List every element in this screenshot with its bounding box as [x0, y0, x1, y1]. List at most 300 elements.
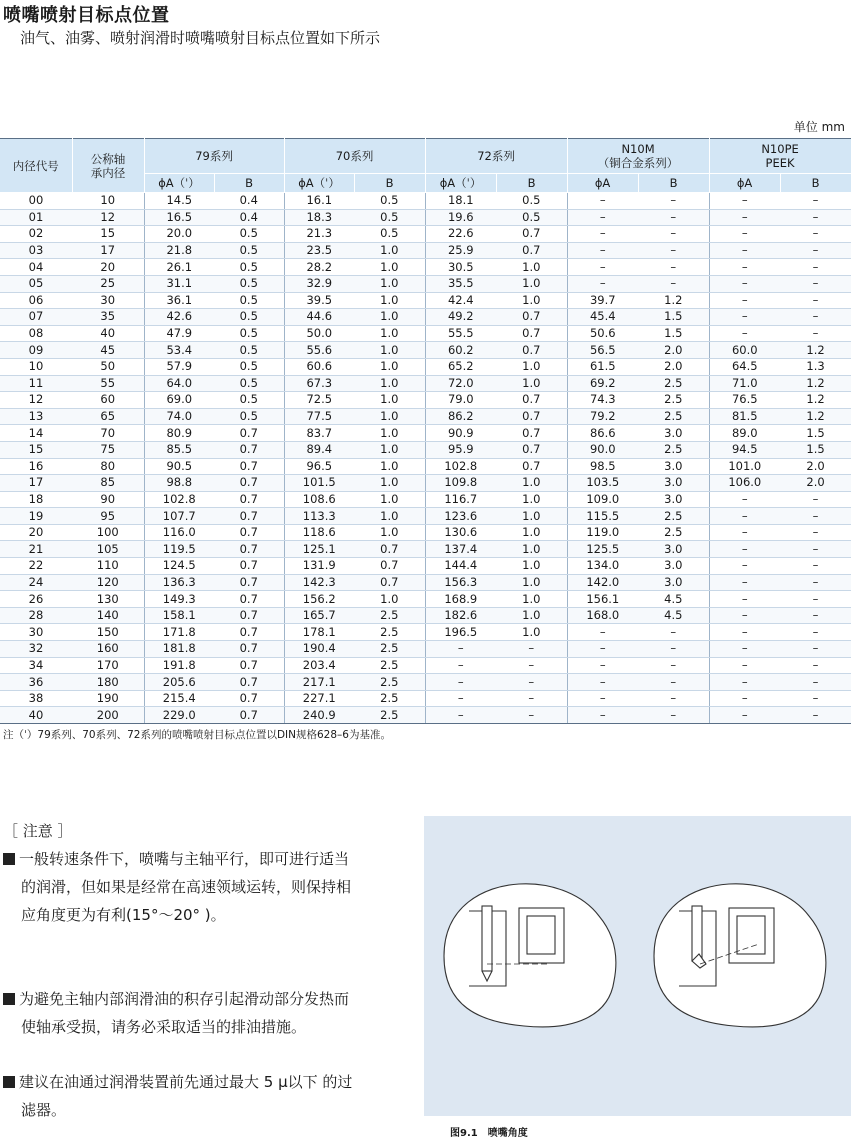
table-cell: 98.8 — [144, 475, 214, 492]
table-cell: 69.2 — [567, 375, 638, 392]
table-cell: 16.5 — [144, 209, 214, 226]
table-cell: 65.2 — [425, 358, 496, 375]
table-cell: 0.7 — [496, 458, 567, 475]
header-phiA: ϕA（ˈ） — [425, 174, 496, 193]
table-row — [0, 242, 851, 259]
table-cell: 50.6 — [567, 325, 638, 342]
table-cell: 1.0 — [354, 325, 425, 342]
table-cell: 12 — [72, 209, 144, 226]
table-cell: – — [496, 707, 567, 724]
header-series-72: 72系列 — [425, 139, 567, 174]
table-cell: 1.2 — [780, 375, 851, 392]
table-cell: 1.5 — [638, 309, 709, 326]
table-cell: – — [709, 292, 780, 309]
table-cell: 22 — [0, 558, 72, 575]
table-cell: – — [780, 309, 851, 326]
figure-caption: 图9.1 喷嘴角度 — [450, 1128, 528, 1139]
table-cell: 171.8 — [144, 624, 214, 641]
table-cell: 40 — [72, 325, 144, 342]
table-cell: – — [638, 690, 709, 707]
table-cell: – — [780, 674, 851, 691]
table-cell: – — [709, 508, 780, 525]
table-cell: 1.0 — [496, 275, 567, 292]
table-cell: 42.4 — [425, 292, 496, 309]
table-cell: 18.3 — [284, 209, 354, 226]
table-cell: 2.5 — [354, 707, 425, 724]
table-cell: 203.4 — [284, 657, 354, 674]
table-cell: – — [709, 491, 780, 508]
table-cell: 0.5 — [214, 408, 284, 425]
table-cell: 55.5 — [425, 325, 496, 342]
table-cell: 136.3 — [144, 574, 214, 591]
table-cell: 0.7 — [496, 325, 567, 342]
table-cell: 21 — [0, 541, 72, 558]
table-cell: 0.7 — [214, 707, 284, 724]
table-cell: 0.7 — [214, 574, 284, 591]
table-cell: 19.6 — [425, 209, 496, 226]
table-cell: 0.4 — [214, 209, 284, 226]
table-cell: 103.5 — [567, 475, 638, 492]
table-cell: 0.7 — [354, 574, 425, 591]
table-cell: 0.7 — [496, 242, 567, 259]
ball-right — [737, 916, 765, 954]
table-cell: 60 — [72, 392, 144, 409]
table-cell: 06 — [0, 292, 72, 309]
table-cell: 0.7 — [214, 558, 284, 575]
table-cell: 2.5 — [354, 607, 425, 624]
table-cell: – — [780, 690, 851, 707]
table-cell: 0.7 — [214, 591, 284, 608]
table-cell: 0.7 — [214, 541, 284, 558]
table-cell: – — [567, 657, 638, 674]
table-cell: 3.0 — [638, 475, 709, 492]
table-cell: 1.0 — [496, 624, 567, 641]
table-cell: 90.9 — [425, 425, 496, 442]
table-cell: 32.9 — [284, 275, 354, 292]
table-cell: – — [709, 275, 780, 292]
table-cell: 2.5 — [354, 674, 425, 691]
table-cell: 0.7 — [214, 524, 284, 541]
table-cell: 120 — [72, 574, 144, 591]
table-row — [0, 342, 851, 359]
table-cell: – — [567, 259, 638, 276]
table-cell: 18.1 — [425, 193, 496, 210]
table-cell: 4.5 — [638, 607, 709, 624]
table-cell: 1.5 — [780, 441, 851, 458]
table-cell: 83.7 — [284, 425, 354, 442]
table-row — [0, 259, 851, 276]
table-cell: 20 — [0, 524, 72, 541]
table-cell: 0.4 — [214, 193, 284, 210]
table-cell: 03 — [0, 242, 72, 259]
table-cell: 3.0 — [638, 458, 709, 475]
table-cell: 100 — [72, 524, 144, 541]
table-cell: 0.7 — [214, 657, 284, 674]
header-B: B — [780, 174, 851, 193]
table-cell: 1.0 — [354, 292, 425, 309]
table-cell: 42.6 — [144, 309, 214, 326]
table-row — [0, 309, 851, 326]
table-cell: – — [425, 674, 496, 691]
table-cell: 31.1 — [144, 275, 214, 292]
table-cell: – — [709, 325, 780, 342]
note-item-speed — [3, 845, 413, 929]
table-cell: 2.5 — [354, 641, 425, 658]
table-cell: 106.0 — [709, 475, 780, 492]
table-cell: 39.7 — [567, 292, 638, 309]
table-cell: 47.9 — [144, 325, 214, 342]
note-item-filter — [3, 1068, 413, 1124]
table-cell: 1.0 — [354, 375, 425, 392]
table-cell: 1.0 — [354, 408, 425, 425]
table-cell: 50.0 — [284, 325, 354, 342]
table-cell: – — [496, 657, 567, 674]
table-cell: 1.5 — [638, 325, 709, 342]
table-cell: – — [709, 226, 780, 243]
table-cell: 19 — [0, 508, 72, 525]
table-cell: 25.9 — [425, 242, 496, 259]
table-row — [0, 707, 851, 724]
table-cell: – — [638, 193, 709, 210]
square-bullet-icon — [3, 853, 15, 865]
table-cell: 25 — [72, 275, 144, 292]
table-cell: – — [709, 541, 780, 558]
table-cell: 191.8 — [144, 657, 214, 674]
table-cell: – — [638, 624, 709, 641]
table-cell: 0.7 — [214, 690, 284, 707]
header-B: B — [496, 174, 567, 193]
table-cell: 109.8 — [425, 475, 496, 492]
table-cell: – — [780, 591, 851, 608]
table-cell: 15 — [0, 441, 72, 458]
table-cell: 16.1 — [284, 193, 354, 210]
table-cell: 1.0 — [496, 591, 567, 608]
table-cell: 76.5 — [709, 392, 780, 409]
table-cell: 3.0 — [638, 541, 709, 558]
table-cell: – — [709, 624, 780, 641]
table-cell: – — [567, 641, 638, 658]
table-cell: 0.7 — [214, 674, 284, 691]
table-cell: 1.0 — [496, 259, 567, 276]
table-cell: 65 — [72, 408, 144, 425]
table-row — [0, 375, 851, 392]
table-cell: – — [780, 491, 851, 508]
table-cell: 102.8 — [425, 458, 496, 475]
table-cell: 130 — [72, 591, 144, 608]
table-cell: 70 — [72, 425, 144, 442]
table-row — [0, 458, 851, 475]
table-row — [0, 657, 851, 674]
table-cell: 90.5 — [144, 458, 214, 475]
table-cell: 180 — [72, 674, 144, 691]
table-cell: – — [638, 657, 709, 674]
table-row — [0, 292, 851, 309]
table-row — [0, 441, 851, 458]
table-cell: 89.4 — [284, 441, 354, 458]
table-cell: 86.2 — [425, 408, 496, 425]
table-cell: 1.0 — [354, 508, 425, 525]
table-cell: – — [709, 607, 780, 624]
table-cell: 12 — [0, 392, 72, 409]
square-bullet-icon — [3, 1076, 15, 1088]
table-cell: 10 — [0, 358, 72, 375]
table-cell: 94.5 — [709, 441, 780, 458]
table-cell: 2.0 — [638, 342, 709, 359]
table-cell: – — [425, 641, 496, 658]
table-cell: 1.0 — [496, 491, 567, 508]
table-cell: 89.0 — [709, 425, 780, 442]
table-cell: – — [780, 226, 851, 243]
table-cell: 4.5 — [638, 591, 709, 608]
table-cell: 0.7 — [354, 541, 425, 558]
table-cell: 101.0 — [709, 458, 780, 475]
table-cell: 156.3 — [425, 574, 496, 591]
table-cell: – — [780, 574, 851, 591]
table-cell: – — [709, 309, 780, 326]
table-cell: 1.0 — [496, 607, 567, 624]
table-cell: 102.8 — [144, 491, 214, 508]
table-cell: 137.4 — [425, 541, 496, 558]
table-cell: 1.0 — [354, 475, 425, 492]
nozzle-angle-drawing — [424, 816, 851, 1116]
table-cell: 178.1 — [284, 624, 354, 641]
table-cell: 74.3 — [567, 392, 638, 409]
table-cell: 0.5 — [214, 342, 284, 359]
table-cell: – — [567, 674, 638, 691]
table-cell: 22.6 — [425, 226, 496, 243]
table-cell: – — [638, 226, 709, 243]
table-cell: 77.5 — [284, 408, 354, 425]
table-cell: 2.0 — [780, 475, 851, 492]
table-row — [0, 491, 851, 508]
table-cell: 53.4 — [144, 342, 214, 359]
table-cell: 1.2 — [780, 392, 851, 409]
table-cell: 2.5 — [354, 657, 425, 674]
note-text: 建议在油通过润滑装置前先通过最大 5 μ以下 的过 — [19, 1073, 353, 1091]
table-cell: 0.7 — [496, 226, 567, 243]
header-B: B — [214, 174, 284, 193]
table-cell: 0.5 — [214, 242, 284, 259]
table-cell: 0.5 — [214, 358, 284, 375]
note-item-drain — [3, 985, 413, 1041]
table-cell: 36.1 — [144, 292, 214, 309]
table-cell: – — [709, 209, 780, 226]
header-n10pe: N10PE PEEK — [709, 139, 851, 174]
table-cell: 85.5 — [144, 441, 214, 458]
table-cell: 1.0 — [496, 574, 567, 591]
table-cell: 0.7 — [214, 425, 284, 442]
table-cell: – — [780, 292, 851, 309]
table-cell: 229.0 — [144, 707, 214, 724]
table-cell: 109.0 — [567, 491, 638, 508]
table-cell: 1.0 — [496, 358, 567, 375]
table-cell: 00 — [0, 193, 72, 210]
table-cell: 38 — [0, 690, 72, 707]
table-cell: – — [709, 591, 780, 608]
table-cell: 74.0 — [144, 408, 214, 425]
table-cell: 1.0 — [496, 292, 567, 309]
table-cell: – — [425, 707, 496, 724]
table-cell: 116.0 — [144, 524, 214, 541]
table-cell: 21.3 — [284, 226, 354, 243]
table-cell: 44.6 — [284, 309, 354, 326]
table-cell: – — [780, 242, 851, 259]
table-cell: 118.6 — [284, 524, 354, 541]
table-cell: 04 — [0, 259, 72, 276]
table-cell: 168.0 — [567, 607, 638, 624]
table-cell: – — [780, 325, 851, 342]
header-bore-code: 内径代号 — [0, 139, 72, 193]
table-cell: 181.8 — [144, 641, 214, 658]
table-cell: 0.7 — [214, 607, 284, 624]
table-cell: 26 — [0, 591, 72, 608]
table-cell: – — [780, 541, 851, 558]
table-cell: – — [780, 209, 851, 226]
table-cell: 2.0 — [638, 358, 709, 375]
header-nominal-bore: 公称轴 承内径 — [72, 139, 144, 193]
table-cell: 55.6 — [284, 342, 354, 359]
table-cell: – — [567, 193, 638, 210]
table-cell: – — [780, 524, 851, 541]
table-cell: 0.5 — [214, 392, 284, 409]
table-cell: 02 — [0, 226, 72, 243]
table-cell: – — [638, 209, 709, 226]
table-cell: 0.7 — [214, 624, 284, 641]
table-row — [0, 690, 851, 707]
table-cell: 240.9 — [284, 707, 354, 724]
table-cell: 1.0 — [354, 309, 425, 326]
table-cell: 217.1 — [284, 674, 354, 691]
ball-left — [527, 916, 555, 954]
table-cell: 45 — [72, 342, 144, 359]
table-row — [0, 408, 851, 425]
table-cell: 80.9 — [144, 425, 214, 442]
table-cell: – — [567, 226, 638, 243]
table-cell: 1.2 — [780, 408, 851, 425]
table-row — [0, 475, 851, 492]
table-cell: 1.0 — [496, 558, 567, 575]
nozzle-right — [692, 906, 702, 961]
table-cell: 1.0 — [496, 541, 567, 558]
table-cell: 34 — [0, 657, 72, 674]
table-cell: 0.5 — [496, 209, 567, 226]
table-cell: 57.9 — [144, 358, 214, 375]
table-cell: 39.5 — [284, 292, 354, 309]
table-cell: 0.7 — [214, 641, 284, 658]
table-cell: – — [709, 558, 780, 575]
table-cell: 20 — [72, 259, 144, 276]
table-cell: – — [780, 707, 851, 724]
table-cell: – — [709, 259, 780, 276]
table-cell: 0.5 — [214, 375, 284, 392]
table-cell: – — [780, 508, 851, 525]
header-phiA: ϕA — [567, 174, 638, 193]
table-cell: 3.0 — [638, 491, 709, 508]
table-cell: 20.0 — [144, 226, 214, 243]
table-cell: 60.2 — [425, 342, 496, 359]
table-cell: – — [638, 674, 709, 691]
table-cell: 0.7 — [214, 458, 284, 475]
table-cell: 81.5 — [709, 408, 780, 425]
table-cell: 200 — [72, 707, 144, 724]
table-cell: 0.5 — [354, 193, 425, 210]
table-cell: 72.0 — [425, 375, 496, 392]
table-cell: 0.7 — [496, 392, 567, 409]
table-cell: – — [780, 558, 851, 575]
table-cell: 1.0 — [354, 259, 425, 276]
table-cell: 190.4 — [284, 641, 354, 658]
table-cell: 150 — [72, 624, 144, 641]
table-cell: 69.0 — [144, 392, 214, 409]
note-text: 为避免主轴内部润滑油的积存引起滑动部分发热而 — [19, 990, 350, 1008]
table-cell: – — [709, 641, 780, 658]
table-cell: 11 — [0, 375, 72, 392]
table-cell: 71.0 — [709, 375, 780, 392]
table-cell: – — [780, 641, 851, 658]
table-cell: 79.2 — [567, 408, 638, 425]
table-row — [0, 558, 851, 575]
table-cell: 35 — [72, 309, 144, 326]
table-cell: 49.2 — [425, 309, 496, 326]
table-cell: – — [638, 242, 709, 259]
table-cell: 3.0 — [638, 574, 709, 591]
table-cell: 64.0 — [144, 375, 214, 392]
table-cell: 30.5 — [425, 259, 496, 276]
table-cell: 0.7 — [214, 441, 284, 458]
table-cell: 119.0 — [567, 524, 638, 541]
table-cell: 08 — [0, 325, 72, 342]
square-bullet-icon — [3, 993, 15, 1005]
nozzle-left — [482, 906, 492, 971]
table-row — [0, 325, 851, 342]
table-cell: 2.5 — [638, 441, 709, 458]
table-row — [0, 425, 851, 442]
table-cell: 13 — [0, 408, 72, 425]
table-cell: – — [638, 275, 709, 292]
table-cell: 0.5 — [354, 209, 425, 226]
table-cell: 21.8 — [144, 242, 214, 259]
table-cell: – — [496, 641, 567, 658]
table-cell: 101.5 — [284, 475, 354, 492]
table-cell: 55 — [72, 375, 144, 392]
table-cell: 0.7 — [496, 408, 567, 425]
table-cell: 30 — [72, 292, 144, 309]
table-cell: 28 — [0, 607, 72, 624]
table-cell: – — [638, 641, 709, 658]
table-cell: 72.5 — [284, 392, 354, 409]
table-cell: – — [425, 657, 496, 674]
table-cell: 1.0 — [354, 591, 425, 608]
note-text: 应角度更为有利(15°～20° )。 — [21, 906, 226, 924]
table-cell: – — [709, 574, 780, 591]
table-cell: 142.3 — [284, 574, 354, 591]
table-cell: 30 — [0, 624, 72, 641]
table-cell: 28.2 — [284, 259, 354, 276]
table-cell: 0.7 — [496, 425, 567, 442]
table-cell: 107.7 — [144, 508, 214, 525]
table-cell: 149.3 — [144, 591, 214, 608]
table-cell: 0.5 — [214, 275, 284, 292]
table-cell: 80 — [72, 458, 144, 475]
table-cell: 110 — [72, 558, 144, 575]
table-row — [0, 591, 851, 608]
table-cell: 116.7 — [425, 491, 496, 508]
table-cell: 124.5 — [144, 558, 214, 575]
table-cell: 0.7 — [214, 475, 284, 492]
table-body — [0, 193, 851, 724]
table-cell: 1.0 — [354, 392, 425, 409]
table-cell: 1.0 — [354, 458, 425, 475]
